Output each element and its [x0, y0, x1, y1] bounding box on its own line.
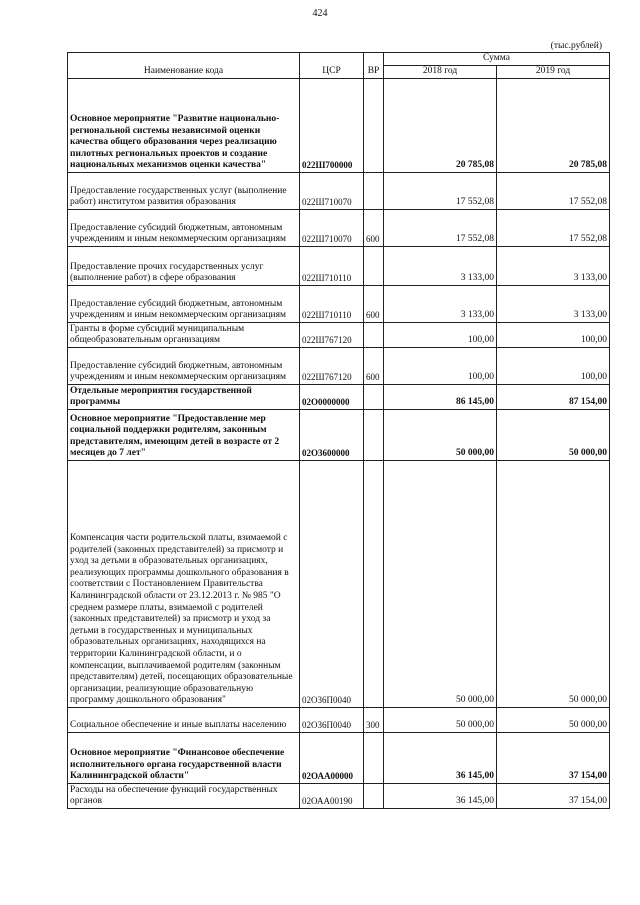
row-2019: 20 785,08 — [497, 79, 610, 173]
row-2018: 20 785,08 — [384, 79, 497, 173]
row-vr — [364, 784, 384, 809]
row-csr: 022Ш767120 — [300, 348, 364, 385]
row-2018: 3 133,00 — [384, 247, 497, 286]
table-row — [68, 410, 610, 461]
table-row — [68, 461, 610, 708]
table-row — [68, 247, 610, 286]
table-row — [68, 286, 610, 323]
row-name: Гранты в форме субсидий муниципальным общеобразовательным организациям — [68, 323, 300, 348]
row-csr: 02ОАА00190 — [300, 784, 364, 809]
row-vr: 300 — [364, 708, 384, 733]
row-2019: 3 133,00 — [497, 247, 610, 286]
table-row — [68, 348, 610, 385]
header-name: Наименование кода — [68, 53, 300, 79]
row-2018: 17 552,08 — [384, 173, 497, 210]
units-label: (тыс.рублей) — [550, 41, 602, 51]
row-csr: 02О36П0040 — [300, 708, 364, 733]
row-csr: 02О0000000 — [300, 385, 364, 410]
row-vr: 600 — [364, 348, 384, 385]
row-2018: 36 145,00 — [384, 784, 497, 809]
row-name: Компенсация части родительской платы, взимаемой с родителей (законных представителей) за присмотр и уход за детьми в образовательных организациях, реализующих программы дошкольного образования в соответствии с Постановлением Правительства Калининградской области от 23.12.2013 г. № 985 "О среднем размере платы, взимаемой с родителей (законных представителей) за присмотр и уход за детьми в государственных и муниципальных образовательных организациях, находящихся на территории Калининградской области, и о компенсации, выплачиваемой родителям (законным представителям) детей, посещающих образовательные организации, реализующие образовательную программу дошкольного образования" — [68, 461, 300, 708]
row-vr — [364, 79, 384, 173]
row-2019: 50 000,00 — [497, 708, 610, 733]
row-csr: 022Ш700000 — [300, 79, 364, 173]
row-vr — [364, 323, 384, 348]
row-2019: 100,00 — [497, 348, 610, 385]
row-2019: 50 000,00 — [497, 461, 610, 708]
row-2018: 50 000,00 — [384, 708, 497, 733]
row-csr: 022Ш710110 — [300, 247, 364, 286]
row-name: Предоставление субсидий бюджетным, автономным учреждениям и иным некоммерческим организациям — [68, 348, 300, 385]
row-csr: 02ОАА00000 — [300, 733, 364, 784]
row-csr: 02О3600000 — [300, 410, 364, 461]
row-name: Расходы на обеспечение функций государственных органов — [68, 784, 300, 809]
row-2018: 50 000,00 — [384, 410, 497, 461]
row-name: Предоставление субсидий бюджетным, автономным учреждениям и иным некоммерческим организациям — [68, 210, 300, 247]
row-2018: 100,00 — [384, 348, 497, 385]
row-csr: 02О36П0040 — [300, 461, 364, 708]
table-row — [68, 385, 610, 410]
row-vr — [364, 385, 384, 410]
header-sum: Сумма — [384, 53, 610, 66]
row-name: Основное мероприятие "Развитие национально-региональной системы независимой оценки качества общего образования через реализацию пилотных региональных проектов и создание национальных механизмов оценки качества" — [68, 79, 300, 173]
header-csr: ЦСР — [300, 53, 364, 79]
header-2018: 2018 год — [384, 66, 497, 79]
table-row — [68, 708, 610, 733]
row-2018: 100,00 — [384, 323, 497, 348]
row-csr: 022Ш710070 — [300, 210, 364, 247]
row-vr — [364, 410, 384, 461]
row-2019: 3 133,00 — [497, 286, 610, 323]
row-name: Предоставление прочих государственных услуг (выполнение работ) в сфере образования — [68, 247, 300, 286]
row-csr: 022Ш767120 — [300, 323, 364, 348]
row-name: Основное мероприятие "Предоставление мер социальной поддержки родителям, законным представителям, имеющим детей в возрасте от 2 месяцев до 7 лет" — [68, 410, 300, 461]
header-vr: ВР — [364, 53, 384, 79]
row-2019: 37 154,00 — [497, 784, 610, 809]
row-name: Социальное обеспечение и иные выплаты населению — [68, 708, 300, 733]
row-name: Предоставление государственных услуг (выполнение работ) институтом развития образования — [68, 173, 300, 210]
row-name: Отдельные мероприятия государственной программы — [68, 385, 300, 410]
row-vr: 600 — [364, 210, 384, 247]
row-2019: 50 000,00 — [497, 410, 610, 461]
table-row — [68, 784, 610, 809]
row-2019: 100,00 — [497, 323, 610, 348]
row-2019: 37 154,00 — [497, 733, 610, 784]
header-2019: 2019 год — [497, 66, 610, 79]
page-number: 424 — [312, 8, 328, 19]
row-vr — [364, 247, 384, 286]
row-csr: 022Ш710110 — [300, 286, 364, 323]
row-vr — [364, 733, 384, 784]
row-vr — [364, 173, 384, 210]
row-name: Основное мероприятие "Финансовое обеспечение исполнительного органа государственной власти Калининградской области" — [68, 733, 300, 784]
table-row — [68, 173, 610, 210]
row-2019: 87 154,00 — [497, 385, 610, 410]
table-row — [68, 323, 610, 348]
table-row — [68, 210, 610, 247]
row-csr: 022Ш710070 — [300, 173, 364, 210]
row-2019: 17 552,08 — [497, 173, 610, 210]
row-vr — [364, 461, 384, 708]
row-vr: 600 — [364, 286, 384, 323]
row-2018: 36 145,00 — [384, 733, 497, 784]
row-2018: 50 000,00 — [384, 461, 497, 708]
row-2018: 3 133,00 — [384, 286, 497, 323]
budget-table — [67, 52, 610, 809]
row-2018: 17 552,08 — [384, 210, 497, 247]
table-row — [68, 79, 610, 173]
row-name: Предоставление субсидий бюджетным, автономным учреждениям и иным некоммерческим организациям — [68, 286, 300, 323]
table-row — [68, 733, 610, 784]
row-2018: 86 145,00 — [384, 385, 497, 410]
row-2019: 17 552,08 — [497, 210, 610, 247]
